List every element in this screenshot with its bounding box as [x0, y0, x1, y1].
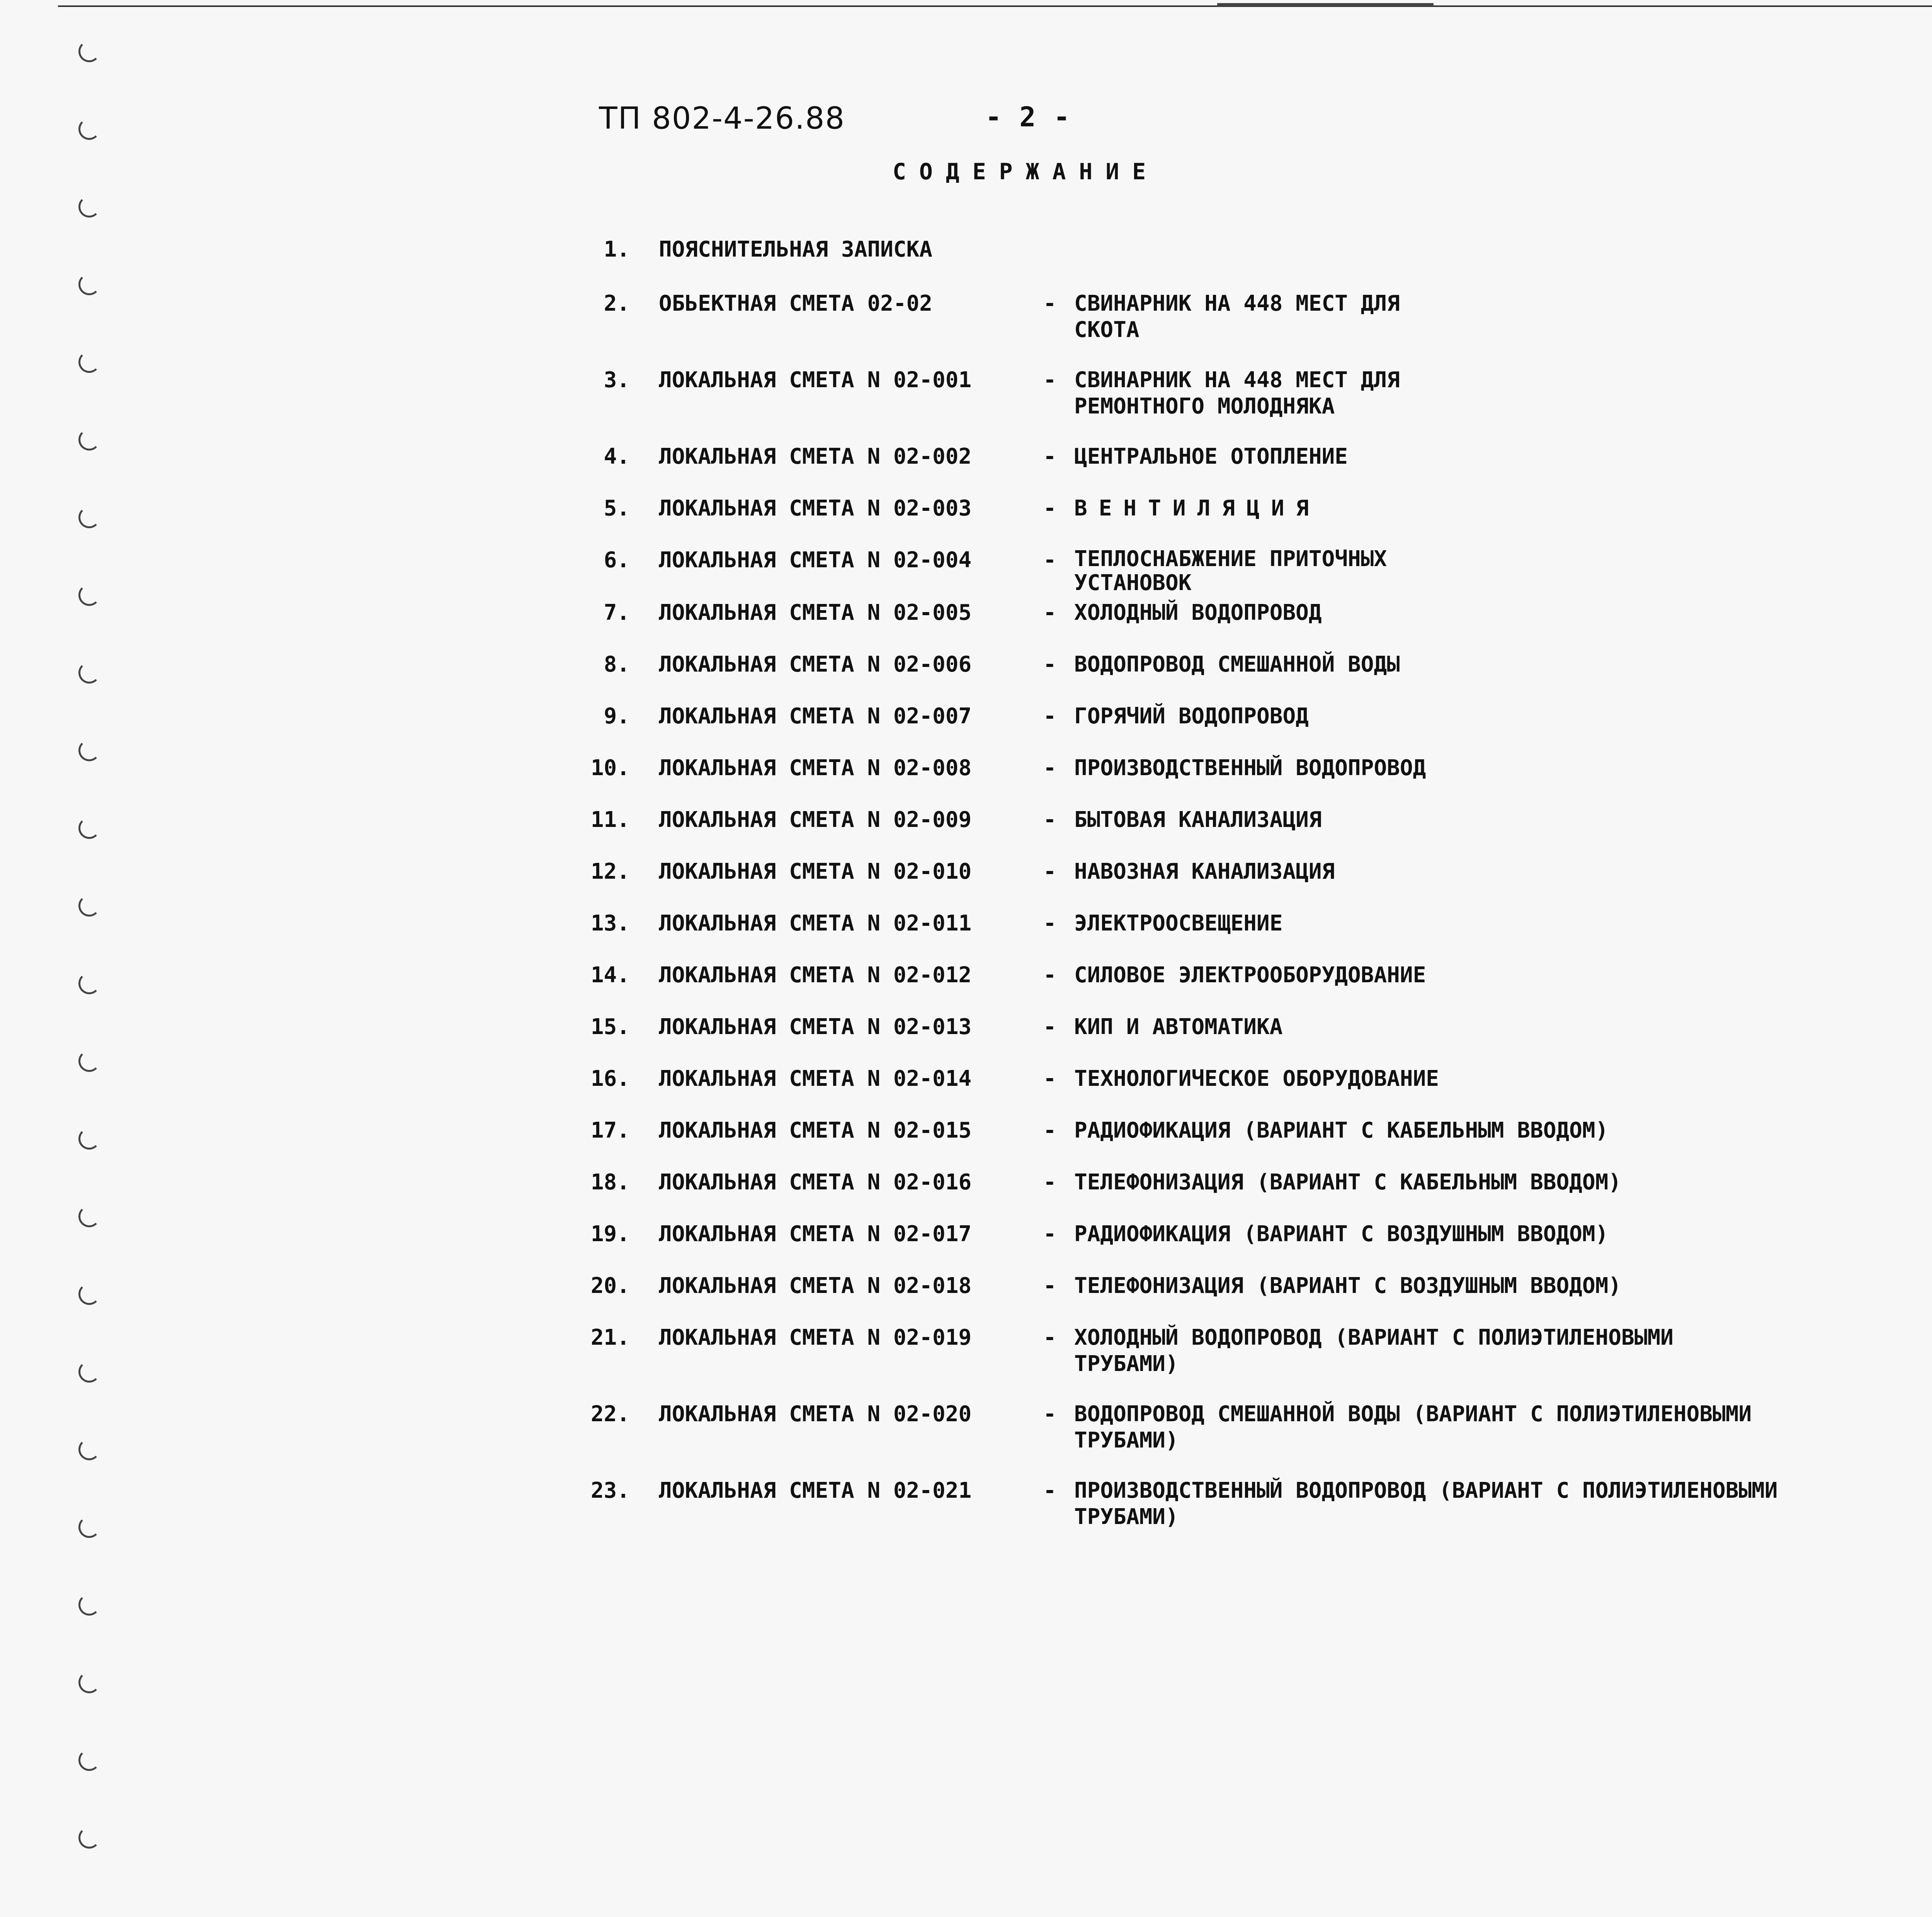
perforation-hole: [78, 1361, 100, 1383]
perforation-hole: [78, 1283, 100, 1305]
perforation-hole: [78, 1672, 100, 1693]
perforation-hole: [78, 895, 100, 917]
item-reference: ЛОКАЛЬНАЯ СМЕТА N 02-002: [659, 444, 972, 469]
perforation-hole: [78, 662, 100, 684]
tractor-feed-edge-mark: [1217, 3, 1434, 6]
item-reference: ЛОКАЛЬНАЯ СМЕТА N 02-018: [659, 1273, 972, 1298]
item-number: 4.: [604, 444, 630, 469]
perforation-hole: [78, 351, 100, 373]
item-name: СИЛОВОЕ ЭЛЕКТРООБОРУДОВАНИЕ: [1074, 963, 1426, 988]
item-number: 21.: [590, 1325, 630, 1350]
perforation-hole: [78, 118, 100, 140]
perforation-hole: [78, 507, 100, 528]
item-reference: ЛОКАЛЬНАЯ СМЕТА N 02-008: [659, 755, 972, 781]
perforation-hole: [78, 1594, 100, 1616]
item-number: 10.: [590, 755, 630, 781]
item-reference: ЛОКАЛЬНАЯ СМЕТА N 02-001: [659, 367, 972, 393]
item-separator: -: [1043, 859, 1056, 884]
item-reference: ЛОКАЛЬНАЯ СМЕТА N 02-015: [659, 1118, 972, 1143]
item-reference: ЛОКАЛЬНАЯ СМЕТА N 02-019: [659, 1325, 972, 1350]
perforation-hole: [78, 196, 100, 218]
item-name: БЫТОВАЯ КАНАЛИЗАЦИЯ: [1074, 807, 1322, 832]
item-separator: -: [1043, 1066, 1056, 1091]
item-number: 18.: [590, 1170, 630, 1195]
item-separator: -: [1043, 444, 1056, 469]
item-number: 15.: [590, 1014, 630, 1039]
item-number: 19.: [590, 1221, 630, 1247]
item-name: ТЕЛЕФОНИЗАЦИЯ (ВАРИАНТ С ВОЗДУШНЫМ ВВОДОМ): [1074, 1273, 1622, 1298]
item-name: ВОДОПРОВОД СМЕШАННОЙ ВОДЫ: [1074, 652, 1400, 677]
item-reference: ЛОКАЛЬНАЯ СМЕТА N 02-011: [659, 911, 972, 936]
item-separator: -: [1043, 367, 1056, 393]
item-name: ХОЛОДНЫЙ ВОДОПРОВОД (ВАРИАНТ С ПОЛИЭТИЛЕНОВЫМИ ТРУБАМИ): [1074, 1325, 1673, 1376]
item-reference: ЛОКАЛЬНАЯ СМЕТА N 02-009: [659, 807, 972, 832]
item-name: ТЕЛЕФОНИЗАЦИЯ (ВАРИАНТ С КАБЕЛЬНЫМ ВВОДОМ): [1074, 1170, 1622, 1195]
item-reference: ПОЯСНИТЕЛЬНАЯ ЗАПИСКА: [659, 237, 933, 262]
item-separator: -: [1043, 1170, 1056, 1195]
item-reference: ЛОКАЛЬНАЯ СМЕТА N 02-005: [659, 600, 972, 625]
item-name: ВОДОПРОВОД СМЕШАННОЙ ВОДЫ (ВАРИАНТ С ПОЛИЭТИЛЕНОВЫМИ ТРУБАМИ): [1074, 1402, 1752, 1453]
perforation-hole: [78, 274, 100, 295]
perforation-hole: [78, 973, 100, 994]
perforation-hole: [78, 1050, 100, 1072]
item-name: РАДИОФИКАЦИЯ (ВАРИАНТ С ВОЗДУШНЫМ ВВОДОМ): [1074, 1221, 1609, 1247]
item-name: СВИНАРНИК НА 448 МЕСТ ДЛЯ СКОТА: [1074, 291, 1400, 342]
item-separator: -: [1043, 1118, 1056, 1143]
perforation-hole: [78, 1439, 100, 1460]
item-number: 2.: [604, 291, 630, 316]
item-number: 6.: [604, 548, 630, 573]
item-reference: ЛОКАЛЬНАЯ СМЕТА N 02-003: [659, 496, 972, 521]
item-separator: -: [1043, 704, 1056, 729]
item-number: 7.: [604, 600, 630, 625]
item-name: СВИНАРНИК НА 448 МЕСТ ДЛЯ РЕМОНТНОГО МОЛОДНЯКА: [1074, 367, 1400, 419]
item-reference: ЛОКАЛЬНАЯ СМЕТА N 02-012: [659, 963, 972, 988]
item-reference: ЛОКАЛЬНАЯ СМЕТА N 02-016: [659, 1170, 972, 1195]
item-separator: -: [1043, 1325, 1056, 1350]
item-number: 23.: [590, 1478, 630, 1503]
item-reference: ЛОКАЛЬНАЯ СМЕТА N 02-013: [659, 1014, 972, 1039]
item-reference: ЛОКАЛЬНАЯ СМЕТА N 02-014: [659, 1066, 972, 1091]
item-reference: ЛОКАЛЬНАЯ СМЕТА N 02-020: [659, 1402, 972, 1427]
perforation-hole: [78, 1749, 100, 1771]
item-name: ЦЕНТРАЛЬНОЕ ОТОПЛЕНИЕ: [1074, 444, 1348, 469]
perforation-hole: [78, 584, 100, 606]
item-name: ЭЛЕКТРООСВЕЩЕНИЕ: [1074, 911, 1283, 936]
item-separator: -: [1043, 755, 1056, 781]
item-number: 14.: [590, 963, 630, 988]
item-separator: -: [1043, 963, 1056, 988]
item-number: 3.: [604, 367, 630, 393]
perforation-hole: [78, 1206, 100, 1227]
document-code: ТП 802-4-26.88: [599, 101, 845, 136]
item-number: 9.: [604, 704, 630, 729]
item-name: ПРОИЗВОДСТВЕННЫЙ ВОДОПРОВОД: [1074, 755, 1426, 781]
item-number: 5.: [604, 496, 630, 521]
item-separator: -: [1043, 807, 1056, 832]
page-title: СОДЕРЖАНИЕ: [893, 158, 1159, 185]
item-name: ХОЛОДНЫЙ ВОДОПРОВОД: [1074, 600, 1322, 625]
perforation-hole: [78, 41, 100, 62]
tractor-feed-edge: [58, 5, 1932, 7]
item-name: ВЕНТИЛЯЦИЯ: [1074, 496, 1321, 521]
item-reference: ЛОКАЛЬНАЯ СМЕТА N 02-007: [659, 704, 972, 729]
item-separator: -: [1043, 1402, 1056, 1427]
perforation-hole: [78, 429, 100, 451]
item-name: ГОРЯЧИЙ ВОДОПРОВОД: [1074, 704, 1309, 729]
item-number: 1.: [604, 237, 630, 262]
item-separator: -: [1043, 291, 1056, 316]
item-name: РАДИОФИКАЦИЯ (ВАРИАНТ С КАБЕЛЬНЫМ ВВОДОМ): [1074, 1118, 1609, 1143]
perforation-hole: [78, 740, 100, 761]
item-number: 11.: [590, 807, 630, 832]
item-name: ПРОИЗВОДСТВЕННЫЙ ВОДОПРОВОД (ВАРИАНТ С ПОЛИЭТИЛЕНОВЫМИ ТРУБАМИ): [1074, 1478, 1778, 1529]
item-separator: -: [1043, 1221, 1056, 1247]
item-number: 20.: [590, 1273, 630, 1298]
left-perforation: [75, 0, 106, 1917]
item-separator: -: [1043, 496, 1056, 521]
item-name: ТЕПЛОСНАБЖЕНИЕ ПРИТОЧНЫХ УСТАНОВОК: [1074, 546, 1387, 595]
item-reference: ЛОКАЛЬНАЯ СМЕТА N 02-006: [659, 652, 972, 677]
item-number: 22.: [590, 1402, 630, 1427]
perforation-hole: [78, 1516, 100, 1538]
item-reference: ЛОКАЛЬНАЯ СМЕТА N 02-004: [659, 548, 972, 573]
item-number: 8.: [604, 652, 630, 677]
item-separator: -: [1043, 911, 1056, 936]
item-reference: ЛОКАЛЬНАЯ СМЕТА N 02-010: [659, 859, 972, 884]
item-number: 13.: [590, 911, 630, 936]
item-name: НАВОЗНАЯ КАНАЛИЗАЦИЯ: [1074, 859, 1335, 884]
perforation-hole: [78, 1128, 100, 1150]
item-reference: ЛОКАЛЬНАЯ СМЕТА N 02-021: [659, 1478, 972, 1503]
item-number: 17.: [590, 1118, 630, 1143]
item-separator: -: [1043, 1014, 1056, 1039]
item-name: ТЕХНОЛОГИЧЕСКОЕ ОБОРУДОВАНИЕ: [1074, 1066, 1439, 1091]
item-separator: -: [1043, 1273, 1056, 1298]
perforation-hole: [78, 1827, 100, 1849]
item-separator: -: [1043, 652, 1056, 677]
item-separator: -: [1043, 548, 1056, 573]
item-reference: ОБЬЕКТНАЯ СМЕТА 02-02: [659, 291, 933, 316]
page-number: - 2 -: [985, 101, 1071, 133]
item-number: 12.: [590, 859, 630, 884]
item-name: КИП И АВТОМАТИКА: [1074, 1014, 1283, 1039]
item-number: 16.: [590, 1066, 630, 1091]
item-reference: ЛОКАЛЬНАЯ СМЕТА N 02-017: [659, 1221, 972, 1247]
perforation-hole: [78, 817, 100, 839]
item-separator: -: [1043, 1478, 1056, 1503]
item-separator: -: [1043, 600, 1056, 625]
